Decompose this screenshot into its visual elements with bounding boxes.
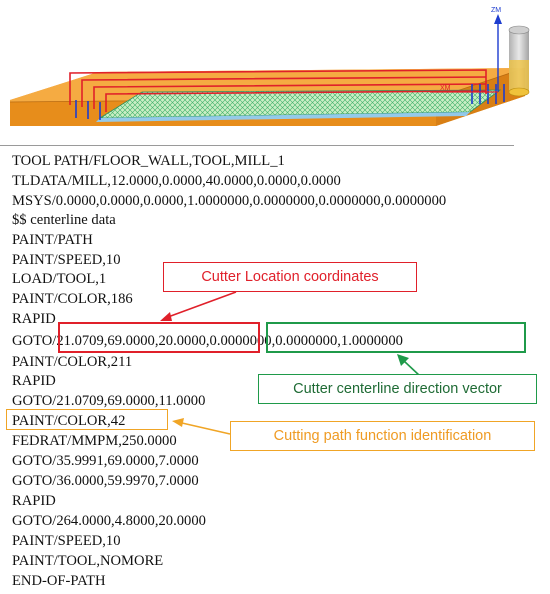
code-line: $$ centerline data — [12, 212, 116, 228]
toolpath-render — [0, 0, 550, 150]
axis-zm-label: ZM — [491, 7, 502, 14]
function-arrow-head — [172, 418, 184, 427]
code-line: PAINT/COLOR,186 — [12, 291, 133, 307]
code-line: GOTO/35.9991,69.0000,7.0000 — [12, 453, 199, 469]
callout-cutter-location: Cutter Location coordinates — [163, 262, 417, 292]
callout-function-identification: Cutting path function identification — [230, 421, 535, 451]
callout-centerline-direction: Cutter centerline direction vector — [258, 374, 537, 404]
code-line: TOOL PATH/FLOOR_WALL,TOOL,MILL_1 — [12, 153, 285, 169]
code-line: RAPID — [12, 493, 56, 509]
code-line: PAINT/TOOL,NOMORE — [12, 553, 164, 569]
axis-xm-label: XM — [440, 85, 451, 92]
separator-line — [0, 145, 514, 146]
tool-cylinder — [509, 26, 529, 96]
code-line: FEDRAT/MMPM,250.0000 — [12, 433, 177, 449]
code-line: GOTO/21.0709,69.0000,20.0000,0.0000000,0.0000000,1.0000000 — [12, 333, 403, 349]
code-line: MSYS/0.0000,0.0000,0.0000,1.0000000,0.0000000,0.0000000,0.0000000 — [12, 193, 447, 209]
code-line: GOTO/36.0000,59.9970,7.0000 — [12, 473, 199, 489]
function-arrow — [182, 423, 230, 434]
code-line: PAINT/COLOR,211 — [12, 354, 133, 370]
location-arrow-head — [160, 312, 172, 321]
function-highlight-box — [6, 409, 168, 430]
code-line: GOTO/21.0709,69.0000,11.0000 — [12, 393, 206, 409]
location-arrow — [168, 292, 236, 317]
code-line: RAPID — [12, 311, 56, 327]
code-line: PAINT/PATH — [12, 232, 93, 248]
location-highlight-box — [58, 322, 260, 353]
code-line: TLDATA/MILL,12.0000,0.0000,40.0000,0.0000,0.0000 — [12, 173, 341, 189]
code-line: PAINT/COLOR,42 — [12, 413, 126, 429]
code-line: GOTO/264.0000,4.8000,20.0000 — [12, 513, 206, 529]
direction-highlight-box — [266, 322, 526, 353]
code-line: END-OF-PATH — [12, 573, 106, 589]
code-line: PAINT/SPEED,10 — [12, 252, 121, 268]
code-line: RAPID — [12, 373, 56, 389]
direction-arrow-head — [397, 354, 409, 366]
code-line: LOAD/TOOL,1 — [12, 271, 107, 287]
code-line: PAINT/SPEED,10 — [12, 533, 121, 549]
